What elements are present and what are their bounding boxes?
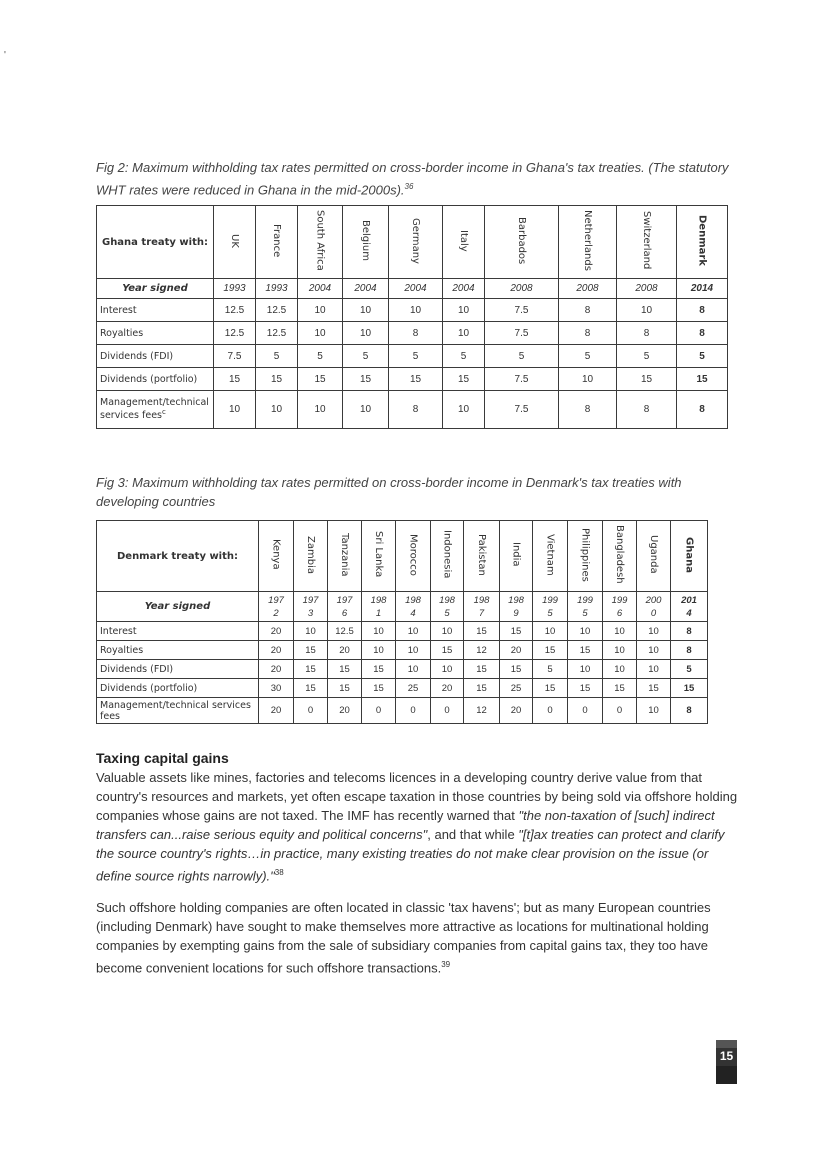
country-header-bangladesh: [603, 521, 637, 592]
year-signed-cell: [464, 592, 500, 622]
table-row: [97, 299, 728, 322]
rate-cell: 20: [500, 641, 533, 660]
year-part: 2: [273, 607, 279, 619]
year-part: 4: [686, 607, 692, 619]
year-part: 198: [508, 594, 524, 606]
row-label-text: Royalties: [100, 327, 144, 339]
table-corner-label: Ghana treaty with:: [97, 206, 214, 279]
rate-cell: 15: [464, 622, 500, 641]
rate-cell: 10: [568, 622, 603, 641]
year-signed-cell: [396, 592, 431, 622]
country-header-italy: [443, 206, 485, 279]
rate-cell: 10: [343, 391, 389, 429]
rate-cell: 10: [637, 622, 671, 641]
page-tab-decor: [716, 1040, 737, 1048]
table-row: [97, 698, 708, 724]
year-signed-cell: [294, 592, 328, 622]
year-part: 199: [542, 594, 558, 606]
row-label-text: Management/technical services fees: [100, 397, 209, 422]
rate-cell: 10: [431, 622, 464, 641]
rate-cell: 15: [256, 368, 298, 391]
year-signed-cell: 2004: [343, 279, 389, 299]
rate-cell: 30: [259, 679, 294, 698]
year-signed-cell: [671, 592, 708, 622]
rate-cell: 15: [637, 679, 671, 698]
country-name: South Africa: [314, 210, 326, 271]
country-header-south-africa: [298, 206, 343, 279]
row-label: [97, 368, 214, 391]
rate-cell: 15: [328, 660, 362, 679]
rate-cell: 5: [533, 660, 568, 679]
rate-cell: 25: [396, 679, 431, 698]
rate-cell: 7.5: [485, 391, 559, 429]
rate-cell: 0: [396, 698, 431, 724]
table-row: [97, 622, 708, 641]
rate-cell: 10: [533, 622, 568, 641]
country-header-vietnam: [533, 521, 568, 592]
rate-cell: 10: [603, 660, 637, 679]
footnote-ref: 39: [441, 960, 451, 969]
rate-cell: 15: [617, 368, 677, 391]
row-label-text: Dividends (portfolio): [100, 373, 198, 385]
year-signed-cell: 2014: [677, 279, 728, 299]
country-header-france: [256, 206, 298, 279]
year-part: 6: [341, 607, 348, 619]
country-header-tanzania: [328, 521, 362, 592]
year-signed-cell: 2004: [389, 279, 443, 299]
rate-cell: 8: [559, 299, 617, 322]
rate-cell: 10: [559, 368, 617, 391]
rate-cell: 15: [500, 622, 533, 641]
year-signed-cell: 2004: [443, 279, 485, 299]
rate-cell: 10: [617, 299, 677, 322]
row-label-text: Dividends (FDI): [100, 350, 174, 362]
year-part: 5: [547, 607, 553, 619]
country-name: Sri Lanka: [373, 531, 384, 578]
rate-cell: 0: [533, 698, 568, 724]
rate-cell: 12.5: [256, 322, 298, 345]
rate-cell: 7.5: [214, 345, 256, 368]
rate-cell: 15: [362, 679, 396, 698]
fig2-caption: [96, 158, 736, 199]
fig2-footnote-ref: 36: [404, 182, 414, 191]
rate-cell: 12.5: [256, 299, 298, 322]
country-name: Germany: [410, 217, 421, 264]
rate-cell: 0: [431, 698, 464, 724]
country-header-germany: [389, 206, 443, 279]
rate-cell: 20: [500, 698, 533, 724]
year-part: 198: [473, 594, 490, 606]
rate-cell: 5: [256, 345, 298, 368]
country-header-sri-lanka: [362, 521, 396, 592]
year-part: 5: [444, 607, 450, 619]
rate-cell: 10: [343, 322, 389, 345]
country-header-pakistan: [464, 521, 500, 592]
rate-cell: 15: [443, 368, 485, 391]
year-signed-cell: [603, 592, 637, 622]
country-header-switzerland: [617, 206, 677, 279]
year-signed-cell: 2008: [485, 279, 559, 299]
paragraph-text: Such offshore holding companies are often located in classic 'tax havens'; but as many European countries (including Denmark) have sought to make themselves more attractive as locations for multinational holding companies by exempting gains from the sale of subsidiary companies from capital gains tax, they too have become convenient locations for such offshore transactions.: [96, 900, 711, 976]
country-name: Bangladesh: [614, 525, 625, 584]
paragraph-text: Valuable assets like mines, factories and telecoms licences in a developing country derive value from that country's resources and markets, yet often escape taxation in those countries by being sold via offshore holding companies whose gains are not taxed. The IMF has recently warned that: [96, 770, 738, 823]
rate-cell: 12.5: [214, 322, 256, 345]
country-name: India: [510, 542, 522, 567]
row-label-footnote: c: [161, 408, 166, 417]
rate-cell: 5: [677, 345, 728, 368]
year-signed-cell: [328, 592, 362, 622]
rate-cell: 8: [389, 391, 443, 429]
rate-cell: 15: [294, 660, 328, 679]
row-label: [97, 391, 214, 429]
country-header-uganda: [637, 521, 671, 592]
rate-cell: 15: [500, 660, 533, 679]
page-number-tab: [716, 1040, 737, 1084]
rate-cell: 5: [343, 345, 389, 368]
year-signed-cell: [533, 592, 568, 622]
rate-cell: 25: [500, 679, 533, 698]
rate-cell: 15: [214, 368, 256, 391]
page-tab-decor: [716, 1066, 737, 1084]
country-name: Vietnam: [544, 533, 556, 576]
country-name: Barbados: [516, 216, 527, 265]
year-part: 0: [650, 607, 657, 619]
year-part: 4: [410, 607, 416, 619]
country-name: Philippines: [579, 527, 591, 582]
rate-cell: 15: [533, 679, 568, 698]
table-row: [97, 641, 708, 660]
rate-cell: 10: [298, 391, 343, 429]
rate-cell: 15: [464, 679, 500, 698]
rate-cell: 10: [298, 299, 343, 322]
fig2-caption-text: Fig 2: Maximum withholding tax rates permitted on cross-border income in Ghana's tax treaties. (The statutory WHT rates were reduced in Ghana in the mid-2000s).: [96, 160, 729, 198]
year-part: 198: [370, 594, 387, 606]
rate-cell: 10: [443, 391, 485, 429]
country-header-indonesia: [431, 521, 464, 592]
rate-cell: 0: [568, 698, 603, 724]
rate-cell: 8: [559, 322, 617, 345]
year-signed-cell: 2008: [617, 279, 677, 299]
rate-cell: 15: [677, 368, 728, 391]
rate-cell: 8: [677, 391, 728, 429]
row-label-text: Interest: [100, 304, 137, 316]
rate-cell: 10: [396, 660, 431, 679]
row-label: [97, 345, 214, 368]
rate-cell: 10: [362, 641, 396, 660]
year-part: 200: [645, 594, 662, 606]
rate-cell: 5: [617, 345, 677, 368]
denmark-treaty-table: [96, 520, 708, 724]
country-header-netherlands: [559, 206, 617, 279]
table-row: [97, 322, 728, 345]
rate-cell: 10: [389, 299, 443, 322]
rate-cell: 8: [677, 299, 728, 322]
paragraph-text: , and that while: [427, 827, 519, 842]
year-signed-cell: 1993: [256, 279, 298, 299]
rate-cell: 8: [671, 641, 708, 660]
row-label-text: Interest: [100, 625, 137, 637]
country-name: Denmark: [696, 215, 708, 266]
year-signed-cell: 1993: [214, 279, 256, 299]
year-part: 5: [582, 607, 588, 619]
country-name: Kenya: [270, 539, 282, 570]
table-row: [97, 345, 728, 368]
row-label-text: Royalties: [100, 644, 144, 656]
rate-cell: 15: [568, 679, 603, 698]
imf-quote-2: "[t]ax treaties can protect and clarify the source country's rights…in practice, many existing treaties do not make clear provision on the issue (or define source rights narrowly).": [96, 827, 725, 884]
year-part: 197: [268, 594, 284, 606]
country-header-india: [500, 521, 533, 592]
row-label: [97, 641, 259, 660]
table-corner-label: Denmark treaty with:: [97, 521, 259, 592]
year-part: 3: [307, 607, 314, 619]
rate-cell: 15: [533, 641, 568, 660]
rate-cell: 10: [603, 622, 637, 641]
fig3-caption: Fig 3: Maximum withholding tax rates permitted on cross-border income in Denmark's tax treaties with developing countries: [96, 475, 682, 509]
rate-cell: 8: [671, 622, 708, 641]
year-signed-cell: [362, 592, 396, 622]
rate-cell: 10: [343, 299, 389, 322]
year-signed-cell: [637, 592, 671, 622]
country-name: Pakistan: [476, 533, 487, 576]
row-label: [97, 698, 259, 724]
year-part: 197: [336, 594, 353, 606]
country-name: Switzerland: [641, 211, 652, 270]
rate-cell: 10: [256, 391, 298, 429]
row-label-text: Management/technical services fees: [100, 699, 251, 722]
country-header-denmark: [677, 206, 728, 279]
year-part: 9: [513, 607, 519, 619]
year-signed-cell: [500, 592, 533, 622]
country-header-ghana: [671, 521, 708, 592]
rate-cell: 20: [259, 641, 294, 660]
year-part: 198: [405, 594, 421, 606]
year-part: 201: [681, 594, 697, 606]
year-part: 199: [577, 594, 593, 606]
country-name: Tanzania: [339, 532, 350, 577]
rate-cell: 20: [431, 679, 464, 698]
rate-cell: 15: [568, 641, 603, 660]
rate-cell: 15: [362, 660, 396, 679]
row-label: [97, 622, 259, 641]
country-name: Indonesia: [441, 530, 453, 579]
rate-cell: 15: [294, 641, 328, 660]
paragraph-holding-companies: [96, 898, 746, 977]
country-header-zambia: [294, 521, 328, 592]
year-part: 7: [478, 607, 485, 619]
country-name: UK: [229, 233, 240, 248]
year-signed-label: Year signed: [97, 279, 214, 299]
ghana-treaty-table: [96, 205, 728, 429]
rate-cell: 7.5: [485, 322, 559, 345]
imf-quote-1: "the non-taxation of [such] indirect transfers can...raise serious equity and political concerns": [96, 808, 715, 842]
rate-cell: 10: [568, 660, 603, 679]
rate-cell: 8: [671, 698, 708, 724]
year-signed-cell: [568, 592, 603, 622]
year-signed-cell: [431, 592, 464, 622]
row-label-text: Dividends (portfolio): [100, 682, 198, 694]
rate-cell: 12.5: [214, 299, 256, 322]
rate-cell: 15: [343, 368, 389, 391]
row-label: [97, 299, 214, 322]
rate-cell: 5: [443, 345, 485, 368]
rate-cell: 20: [259, 660, 294, 679]
rate-cell: 8: [677, 322, 728, 345]
rate-cell: 15: [389, 368, 443, 391]
country-header-philippines: [568, 521, 603, 592]
table-row: [97, 391, 728, 429]
year-part: 6: [616, 607, 623, 619]
rate-cell: 10: [443, 322, 485, 345]
rate-cell: 20: [328, 698, 362, 724]
year-signed-cell: 2008: [559, 279, 617, 299]
year-signed-cell: 2004: [298, 279, 343, 299]
paragraph-capital-gains: [96, 768, 746, 885]
rate-cell: 15: [603, 679, 637, 698]
rate-cell: 10: [298, 322, 343, 345]
country-name: Ghana: [683, 536, 695, 573]
year-part: 198: [439, 594, 455, 606]
rate-cell: 7.5: [485, 368, 559, 391]
table-row: [97, 660, 708, 679]
rate-cell: 8: [617, 322, 677, 345]
rate-cell: 15: [328, 679, 362, 698]
section-heading: Taxing capital gains: [96, 750, 229, 766]
country-header-barbados: [485, 206, 559, 279]
year-signed-cell: [259, 592, 294, 622]
rate-cell: 0: [603, 698, 637, 724]
country-name: Netherlands: [582, 210, 593, 271]
year-part: 199: [611, 594, 628, 606]
rate-cell: 15: [464, 660, 500, 679]
rate-cell: 8: [389, 322, 443, 345]
rate-cell: 10: [431, 660, 464, 679]
row-label: [97, 679, 259, 698]
rate-cell: 10: [396, 641, 431, 660]
rate-cell: 12.5: [328, 622, 362, 641]
year-signed-label: Year signed: [97, 592, 259, 622]
row-label: [97, 322, 214, 345]
row-label-text: Dividends (FDI): [100, 663, 174, 675]
country-header-kenya: [259, 521, 294, 592]
table-row: [97, 368, 728, 391]
row-label: [97, 660, 259, 679]
rate-cell: 10: [637, 698, 671, 724]
rate-cell: 15: [431, 641, 464, 660]
rate-cell: 10: [362, 622, 396, 641]
country-header-morocco: [396, 521, 431, 592]
rate-cell: 12: [464, 698, 500, 724]
rate-cell: 8: [617, 391, 677, 429]
country-header-belgium: [343, 206, 389, 279]
rate-cell: 8: [559, 391, 617, 429]
footnote-ref: 38: [274, 868, 284, 877]
country-name: Italy: [458, 229, 469, 252]
country-name: Uganda: [648, 535, 659, 574]
rate-cell: 20: [328, 641, 362, 660]
rate-cell: 20: [259, 622, 294, 641]
page-number: 15: [719, 1049, 734, 1063]
rate-cell: 5: [559, 345, 617, 368]
country-name: Belgium: [360, 220, 371, 261]
rate-cell: 10: [603, 641, 637, 660]
rate-cell: 10: [396, 622, 431, 641]
rate-cell: 15: [671, 679, 708, 698]
rate-cell: 15: [298, 368, 343, 391]
rate-cell: 10: [214, 391, 256, 429]
rate-cell: 5: [485, 345, 559, 368]
rate-cell: 0: [294, 698, 328, 724]
rate-cell: 20: [259, 698, 294, 724]
country-name: Morocco: [407, 533, 419, 576]
rate-cell: 5: [389, 345, 443, 368]
rate-cell: 10: [294, 622, 328, 641]
year-part: 1: [375, 607, 382, 619]
margin-mark: ': [4, 50, 6, 61]
rate-cell: 10: [637, 660, 671, 679]
country-header-uk: [214, 206, 256, 279]
rate-cell: 5: [671, 660, 708, 679]
rate-cell: 7.5: [485, 299, 559, 322]
rate-cell: 12: [464, 641, 500, 660]
rate-cell: 5: [298, 345, 343, 368]
rate-cell: 15: [294, 679, 328, 698]
country-name: Zambia: [305, 535, 316, 574]
rate-cell: 10: [443, 299, 485, 322]
rate-cell: 0: [362, 698, 396, 724]
table-row: [97, 679, 708, 698]
rate-cell: 10: [637, 641, 671, 660]
country-name: France: [271, 223, 282, 258]
year-part: 197: [302, 594, 319, 606]
